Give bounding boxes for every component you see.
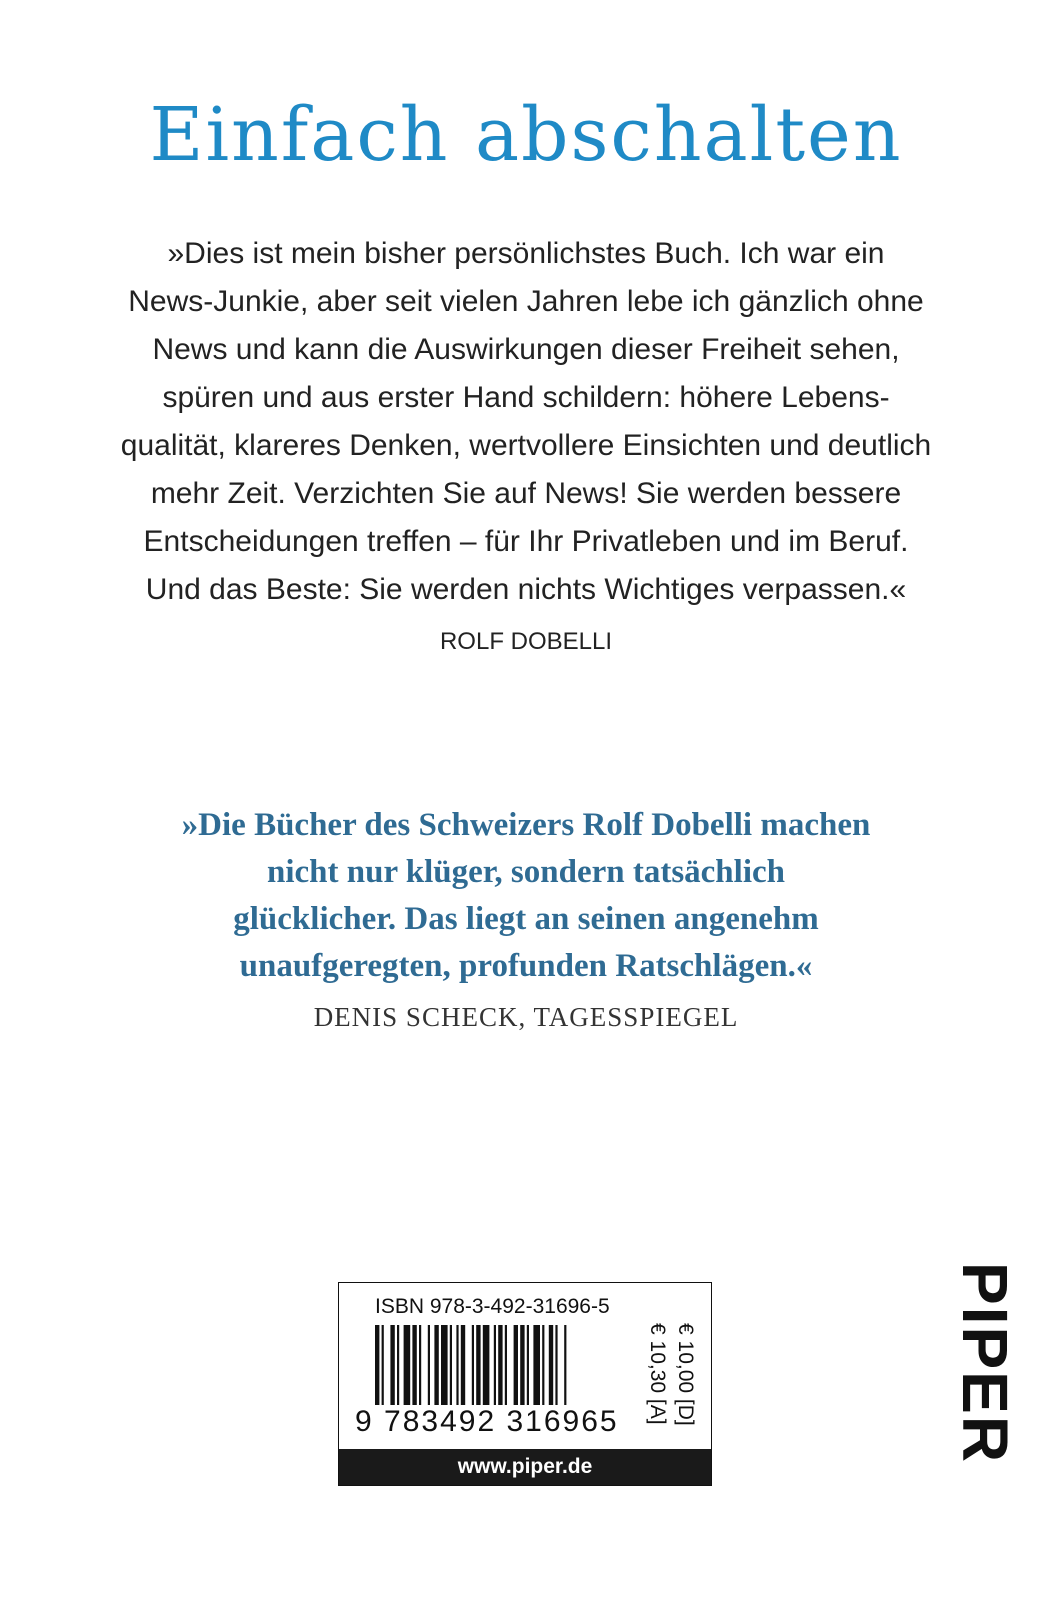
author-quote-attribution: ROLF DOBELLI <box>439 628 613 655</box>
barcode-bar <box>505 1325 507 1417</box>
barcode-bar <box>434 1325 438 1417</box>
barcode-bar <box>555 1325 557 1417</box>
publisher-name: PIPER <box>949 1262 1021 1465</box>
barcode-bar <box>419 1325 421 1417</box>
review-quote <box>100 802 952 990</box>
author-quote-line: News-Junkie, aber seit vielen Jahren lebe ich gänzlich ohne <box>128 285 924 318</box>
author-quote <box>80 230 972 614</box>
barcode-bar <box>441 1325 448 1417</box>
barcode-bar <box>412 1325 416 1417</box>
barcode-bar <box>456 1325 458 1417</box>
barcode-bar <box>498 1325 502 1417</box>
author-quote-line: qualität, klareres Denken, wertvollere Einsichten und deutlich <box>120 429 932 462</box>
price-block <box>639 1323 699 1443</box>
author-quote-line: Entscheidungen treffen – für Ihr Privatleben und im Beruf. <box>143 525 909 558</box>
barcode-bar <box>390 1325 394 1417</box>
author-quote-line: mehr Zeit. Verzichten Sie auf News! Sie werden bessere <box>150 477 902 510</box>
barcode-bar <box>461 1325 465 1417</box>
price-germany: € 10,00 [D] <box>674 1323 697 1426</box>
barcode-bar <box>450 1325 452 1417</box>
barcode-bar <box>494 1325 496 1417</box>
barcode-bar <box>397 1325 399 1417</box>
barcode-bar <box>428 1325 430 1417</box>
barcode-bar <box>483 1325 490 1417</box>
author-quote-line: News und kann die Auswirkungen dieser Freiheit sehen, <box>152 333 900 366</box>
barcode-bar <box>549 1325 553 1417</box>
barcode-bar <box>514 1325 518 1417</box>
publisher-url: www.piper.de <box>339 1449 711 1485</box>
author-quote-line: Und das Beste: Sie werden nichts Wichtiges verpassen.« <box>145 573 907 606</box>
review-quote-line: unaufgeregten, profunden Ratschlägen.« <box>239 948 813 984</box>
review-quote-attribution: DENIS SCHECK, TAGESSPIEGEL <box>313 1002 739 1032</box>
barcode-bar <box>542 1325 544 1417</box>
barcode-bar <box>533 1325 540 1417</box>
barcode-bar <box>520 1325 524 1417</box>
review-quote-line: »Die Bücher des Schweizers Rolf Dobelli machen <box>181 807 871 843</box>
author-quote-line: »Dies ist mein bisher persönlichstes Buch. Ich war ein <box>167 237 885 270</box>
review-quote-line: nicht nur klüger, sondern tatsächlich <box>266 854 785 890</box>
book-title: Einfach abschalten <box>149 92 903 178</box>
isbn-label: ISBN 978-3-492-31696-5 <box>375 1295 610 1318</box>
barcode-bar <box>404 1325 411 1417</box>
review-quote-line: glücklicher. Das liegt an seinen angenehm <box>233 901 819 937</box>
barcode-number: 9 783492 316965 <box>355 1405 619 1438</box>
barcode-bar <box>527 1325 529 1417</box>
barcode-panel <box>338 1282 712 1486</box>
price-austria: € 10,30 [A] <box>646 1323 669 1425</box>
author-quote-line: spüren und aus erster Hand schildern: höhere Lebens- <box>162 381 890 414</box>
publisher-logo <box>950 1262 1020 1482</box>
